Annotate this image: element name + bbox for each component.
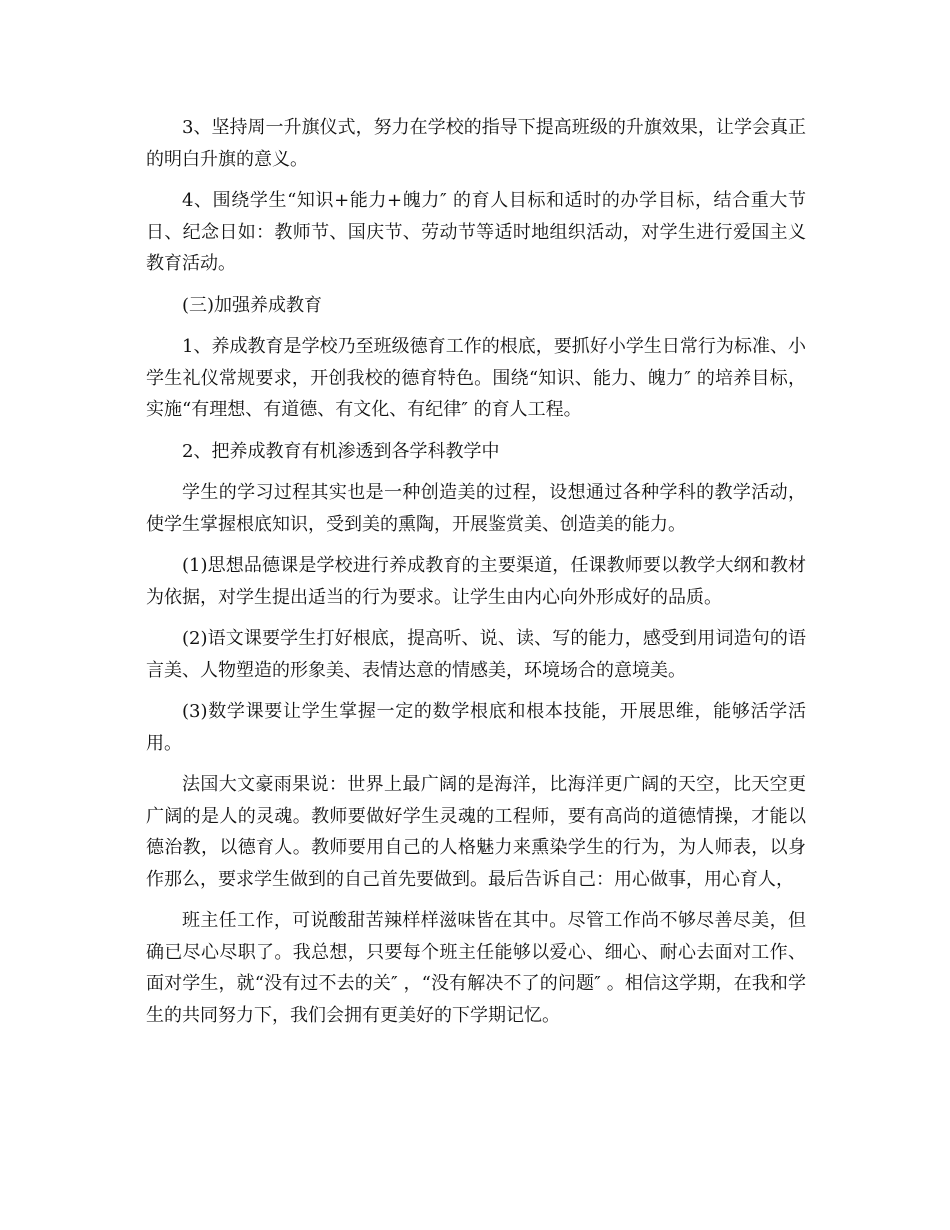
paragraph-math-class: (3)数学课要让学生掌握一定的数学根底和根本技能，开展思维，能够活学活用。 [146, 701, 806, 754]
paragraph-chinese-class: (2)语文课要学生打好根底，提高听、说、读、写的能力，感受到用词造句的语言美、人物塑造的形象美、表情达意的情感美，环境场合的意境美。 [146, 628, 806, 681]
paragraph-hugo-quote: 法国大文豪雨果说：世界上最广阔的是海洋，比海洋更广阔的天空，比天空更广阔的是人的灵魂。教师要做好学生灵魂的工程师，要有高尚的道德情操，才能以德治教，以德育人。教师要用自己的人格魅力来熏染学生的行为，为人师表，以身作那么，要求学生做到的自己首先要做到。最后告诉自己：用心做事，用心育人， [146, 774, 806, 890]
paragraph-subject-integration: 2、把养成教育有机渗透到各学科教学中 [182, 440, 500, 462]
section-heading-habit-education: (三)加强养成教育 [182, 294, 323, 316]
paragraph-conclusion: 班主任工作，可说酸甜苦辣样样滋味皆在其中。尽管工作尚不够尽善尽美，但确已尽心尽职了。我总想，只要每个班主任能够以爱心、细心、耐心去面对工作、面对学生，就“没有过不去的关″ ，“没有解决不了的问题″ 。相信这学期，在我和学生的共同努力下，我们会拥有更美好的下学期记忆。 [146, 910, 806, 1026]
paragraph-habit-foundation: 1、养成教育是学校乃至班级德育工作的根底，要抓好小学生日常行为标准、小学生礼仪常规要求，开创我校的德育特色。围绕“知识、能力、魄力″ 的培养目标，实施“有理想、有道德、有文化、有纪律″ 的育人工程。 [146, 336, 806, 420]
paragraph-learning-process: 学生的学习过程其实也是一种创造美的过程，设想通过各种学科的教学活动，使学生掌握根底知识，受到美的熏陶，开展鉴赏美、创造美的能力。 [146, 482, 806, 535]
paragraph-education-goals: 4、围绕学生“知识+能力+魄力″ 的育人目标和适时的办学目标，结合重大节日、纪念日如：教师节、国庆节、劳动节等适时地组织活动，对学生进行爱国主义教育活动。 [146, 190, 806, 274]
document-body [146, 112, 806, 1041]
paragraph-moral-class: (1)思想品德课是学校进行养成教育的主要渠道，任课教师要以教学大纲和教材为依据，对学生提出适当的行为要求。让学生由内心向外形成好的品质。 [146, 555, 806, 608]
paragraph-flag-ceremony: 3、坚持周一升旗仪式，努力在学校的指导下提高班级的升旗效果，让学会真正的明白升旗的意义。 [146, 117, 806, 170]
